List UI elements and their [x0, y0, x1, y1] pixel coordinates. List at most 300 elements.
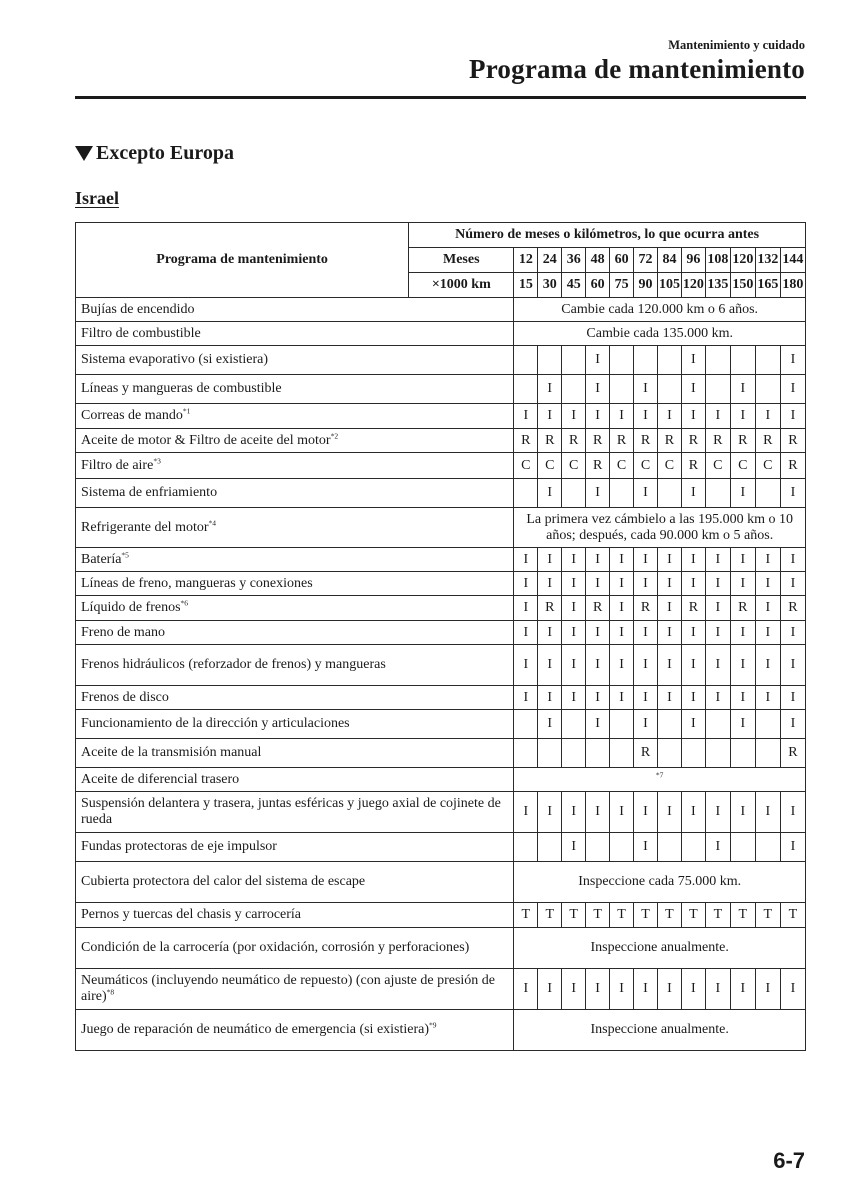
- schedule-cell: [610, 833, 634, 862]
- schedule-cell: C: [538, 453, 562, 479]
- months-value: 60: [610, 248, 634, 273]
- schedule-cell: [514, 710, 538, 739]
- schedule-cell: R: [586, 429, 610, 453]
- schedule-cell: I: [514, 548, 538, 572]
- schedule-cell: [755, 346, 780, 375]
- schedule-cell: I: [538, 792, 562, 833]
- schedule-cell: I: [755, 572, 780, 596]
- schedule-cell: I: [562, 548, 586, 572]
- schedule-cell: [562, 375, 586, 404]
- schedule-cell: I: [610, 548, 634, 572]
- months-value: 48: [586, 248, 610, 273]
- schedule-cell: I: [780, 686, 805, 710]
- schedule-cell: I: [681, 645, 705, 686]
- schedule-cell: T: [657, 903, 681, 928]
- months-value: 108: [705, 248, 730, 273]
- schedule-cell: I: [634, 404, 658, 429]
- schedule-cell: R: [562, 429, 586, 453]
- schedule-cell: I: [657, 969, 681, 1010]
- km-value: 180: [780, 273, 805, 298]
- schedule-cell: [562, 479, 586, 508]
- region-heading: Israel: [75, 188, 119, 208]
- maintenance-item-label: Refrigerante del motor: [81, 519, 209, 535]
- schedule-cell: I: [562, 833, 586, 862]
- maintenance-item-label: Aceite de motor & Filtro de aceite del motor: [81, 432, 331, 448]
- maintenance-item-label: Líneas de freno, mangueras y conexiones: [81, 575, 313, 591]
- schedule-cell: I: [755, 596, 780, 621]
- schedule-cell: I: [514, 645, 538, 686]
- maintenance-item-label: Frenos hidráulicos (reforzador de frenos) y mangueras: [81, 657, 386, 673]
- maintenance-item: [76, 862, 514, 903]
- schedule-cell: I: [634, 479, 658, 508]
- km-value: 120: [681, 273, 705, 298]
- schedule-cell: I: [586, 621, 610, 645]
- months-value: 72: [634, 248, 658, 273]
- schedule-cell: R: [780, 596, 805, 621]
- maintenance-item-label: Sistema de enfriamiento: [81, 485, 218, 501]
- schedule-cell: I: [586, 548, 610, 572]
- schedule-cell: I: [730, 548, 755, 572]
- page-number: 6-7: [773, 1148, 805, 1173]
- schedule-cell: R: [730, 429, 755, 453]
- schedule-cell: I: [514, 621, 538, 645]
- km-value: 45: [562, 273, 586, 298]
- months-value: 12: [514, 248, 538, 273]
- schedule-span-cell: [514, 298, 806, 322]
- maintenance-item: [76, 429, 514, 453]
- schedule-cell: I: [681, 686, 705, 710]
- table-row: [76, 404, 806, 429]
- schedule-cell: I: [681, 375, 705, 404]
- schedule-cell: I: [755, 404, 780, 429]
- schedule-cell: [705, 479, 730, 508]
- table-row: [76, 508, 806, 548]
- schedule-span-cell: [514, 508, 806, 548]
- schedule-cell: R: [681, 453, 705, 479]
- schedule-cell: I: [755, 621, 780, 645]
- schedule-cell: I: [780, 572, 805, 596]
- schedule-cell: [610, 739, 634, 768]
- schedule-cell: C: [705, 453, 730, 479]
- schedule-cell: I: [538, 375, 562, 404]
- schedule-cell: I: [780, 792, 805, 833]
- footnote-ref: *6: [180, 598, 189, 608]
- schedule-cell: I: [705, 621, 730, 645]
- schedule-cell: I: [681, 479, 705, 508]
- schedule-cell: I: [657, 792, 681, 833]
- schedule-cell: R: [538, 596, 562, 621]
- maintenance-item: [76, 928, 514, 969]
- schedule-cell: I: [514, 404, 538, 429]
- schedule-cell: [657, 833, 681, 862]
- schedule-cell: R: [538, 429, 562, 453]
- maintenance-item: [76, 686, 514, 710]
- months-value: 132: [755, 248, 780, 273]
- schedule-cell: I: [657, 572, 681, 596]
- schedule-cell: I: [538, 645, 562, 686]
- schedule-cell: I: [586, 686, 610, 710]
- maintenance-item-label: Freno de mano: [81, 624, 165, 640]
- schedule-cell: I: [705, 572, 730, 596]
- schedule-cell: I: [586, 375, 610, 404]
- schedule-cell: I: [681, 404, 705, 429]
- schedule-cell: I: [562, 969, 586, 1010]
- schedule-cell: T: [755, 903, 780, 928]
- schedule-cell: [755, 710, 780, 739]
- schedule-cell: I: [634, 572, 658, 596]
- schedule-cell: [610, 710, 634, 739]
- schedule-cell: R: [514, 429, 538, 453]
- schedule-cell: [610, 375, 634, 404]
- schedule-cell: I: [610, 621, 634, 645]
- table-row: [76, 322, 806, 346]
- schedule-cell: [705, 346, 730, 375]
- schedule-cell: C: [657, 453, 681, 479]
- schedule-cell: I: [705, 792, 730, 833]
- interval-header: Número de meses o kilómetros, lo que ocurra antes: [409, 223, 806, 248]
- schedule-cell: T: [730, 903, 755, 928]
- schedule-cell: T: [705, 903, 730, 928]
- schedule-cell: I: [681, 969, 705, 1010]
- schedule-span-cell: [514, 1010, 806, 1051]
- maintenance-item-label: Bujías de encendido: [81, 301, 195, 317]
- schedule-cell: I: [634, 375, 658, 404]
- schedule-span-text: Inspeccione anualmente.: [590, 940, 729, 956]
- table-row: [76, 621, 806, 645]
- schedule-cell: I: [634, 710, 658, 739]
- schedule-cell: R: [705, 429, 730, 453]
- schedule-cell: I: [657, 548, 681, 572]
- table-row: [76, 969, 806, 1010]
- maintenance-item: [76, 710, 514, 739]
- schedule-span-text: Inspeccione anualmente.: [590, 1022, 729, 1038]
- km-value: 30: [538, 273, 562, 298]
- schedule-cell: I: [562, 572, 586, 596]
- schedule-cell: T: [586, 903, 610, 928]
- maintenance-item: [76, 621, 514, 645]
- section-heading: [75, 142, 234, 165]
- chapter-label: Mantenimiento y cuidado: [668, 38, 805, 52]
- table-row: [76, 928, 806, 969]
- schedule-cell: I: [586, 710, 610, 739]
- maintenance-item: [76, 768, 514, 792]
- schedule-cell: C: [755, 453, 780, 479]
- schedule-cell: R: [657, 429, 681, 453]
- schedule-cell: [681, 833, 705, 862]
- schedule-cell: I: [538, 479, 562, 508]
- schedule-cell: R: [730, 596, 755, 621]
- schedule-cell: I: [586, 792, 610, 833]
- schedule-cell: I: [657, 596, 681, 621]
- schedule-cell: I: [755, 686, 780, 710]
- schedule-cell: I: [780, 710, 805, 739]
- schedule-cell: I: [780, 346, 805, 375]
- schedule-cell: I: [538, 404, 562, 429]
- schedule-cell: I: [586, 645, 610, 686]
- maintenance-item-label: Cubierta protectora del calor del sistema de escape: [81, 874, 366, 890]
- maintenance-item: [76, 1010, 514, 1051]
- schedule-cell: R: [610, 429, 634, 453]
- table-row: [76, 346, 806, 375]
- schedule-cell: T: [634, 903, 658, 928]
- page-title: Programa de mantenimiento: [469, 54, 805, 84]
- maintenance-item-label: Correas de mando: [81, 408, 183, 424]
- months-value: 144: [780, 248, 805, 273]
- schedule-cell: I: [538, 969, 562, 1010]
- schedule-cell: R: [780, 453, 805, 479]
- schedule-cell: I: [780, 969, 805, 1010]
- schedule-cell: I: [562, 596, 586, 621]
- maintenance-item: [76, 572, 514, 596]
- schedule-cell: [514, 375, 538, 404]
- schedule-cell: I: [538, 686, 562, 710]
- footnote-ref: *5: [121, 550, 129, 559]
- maintenance-item: [76, 508, 514, 548]
- schedule-cell: [538, 346, 562, 375]
- schedule-cell: I: [634, 833, 658, 862]
- schedule-cell: T: [610, 903, 634, 928]
- schedule-cell: I: [634, 621, 658, 645]
- schedule-cell: I: [681, 621, 705, 645]
- schedule-cell: [657, 375, 681, 404]
- schedule-cell: T: [562, 903, 586, 928]
- schedule-cell: I: [634, 969, 658, 1010]
- schedule-cell: [755, 375, 780, 404]
- schedule-cell: T: [514, 903, 538, 928]
- maintenance-item: [76, 792, 514, 833]
- maintenance-item: [76, 346, 514, 375]
- schedule-cell: [730, 833, 755, 862]
- maintenance-item-label: Fundas protectoras de eje impulsor: [81, 839, 277, 855]
- km-value: 90: [634, 273, 658, 298]
- schedule-cell: R: [780, 739, 805, 768]
- schedule-cell: I: [705, 548, 730, 572]
- schedule-cell: I: [730, 686, 755, 710]
- km-value: 150: [730, 273, 755, 298]
- footnote-ref: *8: [106, 987, 115, 997]
- schedule-cell: [586, 739, 610, 768]
- schedule-span-cell: [514, 322, 806, 346]
- schedule-span-cell: [514, 862, 806, 903]
- schedule-cell: [586, 833, 610, 862]
- schedule-cell: [514, 739, 538, 768]
- schedule-cell: T: [780, 903, 805, 928]
- schedule-cell: [755, 833, 780, 862]
- schedule-cell: [634, 346, 658, 375]
- schedule-cell: I: [730, 479, 755, 508]
- table-row: [76, 862, 806, 903]
- schedule-cell: I: [610, 596, 634, 621]
- schedule-cell: I: [681, 572, 705, 596]
- schedule-cell: C: [562, 453, 586, 479]
- schedule-cell: I: [562, 404, 586, 429]
- maintenance-item-label: Filtro de combustible: [81, 325, 201, 341]
- schedule-cell: I: [780, 375, 805, 404]
- schedule-cell: R: [755, 429, 780, 453]
- table-corner-header: Programa de mantenimiento: [76, 223, 409, 298]
- schedule-cell: I: [610, 572, 634, 596]
- maintenance-item: [76, 969, 514, 1010]
- maintenance-item-label: Líneas y mangueras de combustible: [81, 381, 282, 397]
- schedule-cell: R: [681, 596, 705, 621]
- maintenance-item: [76, 903, 514, 928]
- triangle-bullet-icon: [75, 146, 93, 161]
- schedule-cell: I: [586, 479, 610, 508]
- schedule-cell: R: [586, 453, 610, 479]
- schedule-cell: I: [538, 710, 562, 739]
- schedule-cell: [657, 739, 681, 768]
- maintenance-item-label: Aceite de diferencial trasero: [81, 771, 240, 787]
- km-value: 135: [705, 273, 730, 298]
- table-row: [76, 375, 806, 404]
- maintenance-item-label: Frenos de disco: [81, 689, 169, 705]
- maintenance-item-label: Filtro de aire: [81, 457, 154, 473]
- table-row: [76, 645, 806, 686]
- schedule-cell: I: [780, 548, 805, 572]
- schedule-cell: C: [514, 453, 538, 479]
- schedule-cell: I: [634, 645, 658, 686]
- schedule-cell: [705, 375, 730, 404]
- schedule-cell: I: [562, 686, 586, 710]
- table-row: [76, 710, 806, 739]
- schedule-cell: I: [681, 792, 705, 833]
- schedule-cell: I: [586, 969, 610, 1010]
- schedule-cell: I: [514, 792, 538, 833]
- schedule-cell: [514, 833, 538, 862]
- schedule-cell: I: [514, 686, 538, 710]
- schedule-cell: I: [610, 686, 634, 710]
- months-value: 24: [538, 248, 562, 273]
- schedule-cell: [705, 739, 730, 768]
- section-heading-text: Excepto Europa: [96, 142, 234, 164]
- schedule-span-text: Cambie cada 135.000 km.: [586, 325, 733, 341]
- table-row: [76, 453, 806, 479]
- schedule-cell: I: [730, 792, 755, 833]
- maintenance-item-label: Condición de la carrocería (por oxidación, corrosión y perforaciones): [81, 940, 470, 956]
- maintenance-item: [76, 453, 514, 479]
- footnote-ref: *7: [655, 770, 664, 779]
- schedule-cell: I: [705, 686, 730, 710]
- schedule-cell: T: [681, 903, 705, 928]
- schedule-cell: C: [730, 453, 755, 479]
- schedule-cell: [538, 833, 562, 862]
- schedule-cell: I: [634, 686, 658, 710]
- maintenance-item-label: Suspensión delantera y trasera, juntas esféricas y juego axial de cojinete de rueda: [81, 796, 501, 827]
- maintenance-item: [76, 739, 514, 768]
- km-label: ×1000 km: [409, 273, 514, 298]
- table-row: [76, 1010, 806, 1051]
- schedule-cell: [755, 479, 780, 508]
- schedule-cell: [514, 479, 538, 508]
- maintenance-item: [76, 375, 514, 404]
- maintenance-item-label: Líquido de frenos: [81, 600, 181, 616]
- table-row: [76, 572, 806, 596]
- maintenance-item-label: Pernos y tuercas del chasis y carrocería: [81, 907, 302, 923]
- schedule-cell: I: [634, 548, 658, 572]
- months-value: 84: [657, 248, 681, 273]
- schedule-cell: I: [538, 548, 562, 572]
- header-rule: [75, 96, 806, 99]
- maintenance-item-label: Funcionamiento de la dirección y articulaciones: [81, 716, 350, 732]
- schedule-cell: I: [730, 645, 755, 686]
- schedule-cell: I: [586, 572, 610, 596]
- schedule-cell: I: [562, 621, 586, 645]
- schedule-span-cell: [514, 928, 806, 969]
- maintenance-schedule-table: [75, 222, 806, 1051]
- months-value: 120: [730, 248, 755, 273]
- schedule-cell: I: [681, 710, 705, 739]
- maintenance-item-label: Neumáticos (incluyendo neumático de repuesto) (con ajuste de presión de aire): [81, 973, 496, 1004]
- schedule-cell: [705, 710, 730, 739]
- km-value: 165: [755, 273, 780, 298]
- months-value: 96: [681, 248, 705, 273]
- schedule-cell: [657, 479, 681, 508]
- schedule-cell: [730, 739, 755, 768]
- schedule-cell: I: [562, 645, 586, 686]
- schedule-cell: I: [514, 572, 538, 596]
- schedule-cell: R: [634, 596, 658, 621]
- table-row: [76, 768, 806, 792]
- schedule-cell: I: [730, 621, 755, 645]
- schedule-cell: I: [610, 404, 634, 429]
- maintenance-item: [76, 322, 514, 346]
- schedule-cell: I: [681, 346, 705, 375]
- schedule-cell: I: [780, 404, 805, 429]
- schedule-cell: I: [780, 479, 805, 508]
- schedule-cell: I: [730, 404, 755, 429]
- schedule-cell: R: [780, 429, 805, 453]
- schedule-cell: I: [705, 969, 730, 1010]
- table-row: [76, 903, 806, 928]
- table-row: [76, 298, 806, 322]
- schedule-cell: I: [730, 375, 755, 404]
- maintenance-item: [76, 548, 514, 572]
- maintenance-item: [76, 404, 514, 429]
- table-row: [76, 792, 806, 833]
- schedule-cell: I: [705, 833, 730, 862]
- schedule-span-text: La primera vez cámbielo a las 195.000 km o 10 años; después, cada 90.000 km o 5 años.: [526, 511, 794, 543]
- schedule-cell: [562, 346, 586, 375]
- km-value: 105: [657, 273, 681, 298]
- maintenance-item: [76, 833, 514, 862]
- schedule-cell: I: [610, 792, 634, 833]
- schedule-cell: I: [755, 969, 780, 1010]
- schedule-cell: I: [610, 645, 634, 686]
- schedule-cell: I: [657, 404, 681, 429]
- schedule-cell: I: [538, 572, 562, 596]
- maintenance-item: [76, 596, 514, 621]
- maintenance-item-label: Juego de reparación de neumático de emergencia (si existiera): [81, 1022, 430, 1038]
- schedule-cell: [610, 346, 634, 375]
- schedule-cell: [610, 479, 634, 508]
- footnote-ref: *4: [208, 518, 217, 527]
- schedule-cell: I: [610, 969, 634, 1010]
- maintenance-item: [76, 479, 514, 508]
- schedule-cell: [562, 710, 586, 739]
- maintenance-item-label: Sistema evaporativo (si existiera): [81, 352, 268, 368]
- footnote-ref: *9: [429, 1020, 437, 1030]
- schedule-cell: R: [681, 429, 705, 453]
- schedule-cell: I: [634, 792, 658, 833]
- schedule-cell: I: [755, 792, 780, 833]
- schedule-cell: R: [634, 739, 658, 768]
- schedule-cell: I: [657, 621, 681, 645]
- schedule-cell: I: [730, 710, 755, 739]
- footnote-ref: *2: [330, 431, 339, 440]
- schedule-cell: I: [538, 621, 562, 645]
- schedule-cell: I: [705, 596, 730, 621]
- schedule-cell: [514, 346, 538, 375]
